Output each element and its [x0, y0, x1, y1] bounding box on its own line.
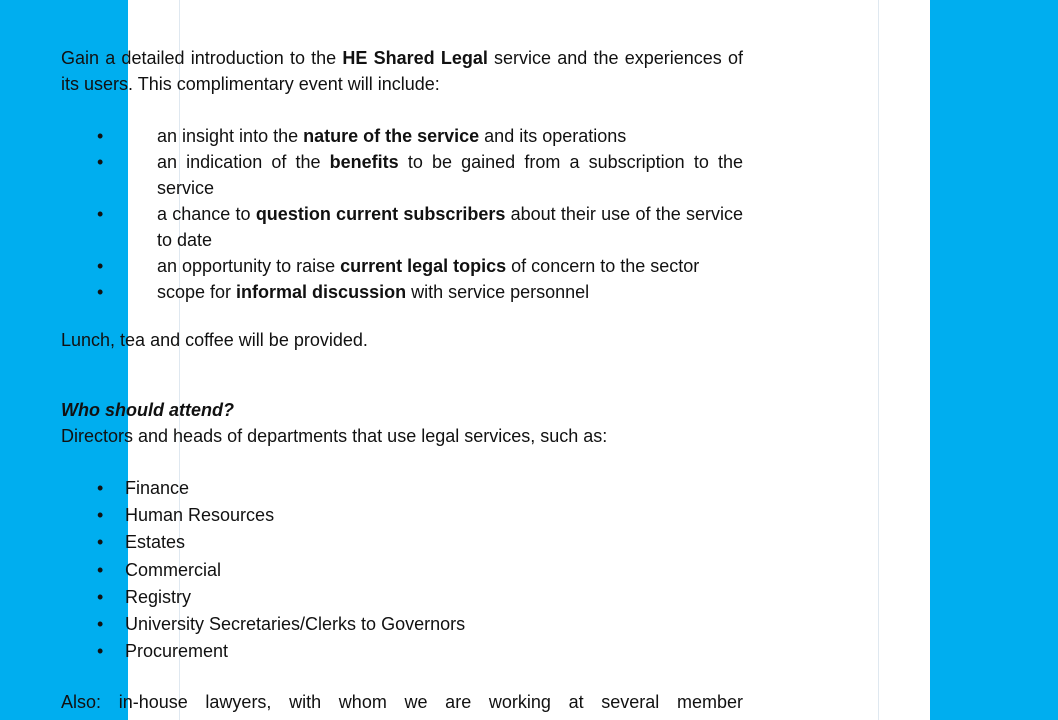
bullet-icon: •: [97, 126, 104, 146]
department-label: University Secretaries/Clerks to Governors: [125, 614, 466, 635]
department-label: Commercial: [125, 559, 222, 580]
department-list: [61, 475, 743, 665]
document-content: [61, 45, 743, 715]
intro-paragraph: [61, 45, 743, 97]
feature-text-pre: an indication of the: [157, 152, 330, 172]
feature-text-post: to be gained from a subscription to the service: [157, 152, 743, 198]
department-label: Human Resources: [125, 505, 275, 526]
feature-text-post: with service personnel: [406, 282, 590, 302]
feature-list: [61, 123, 743, 305]
intro-text-pre: Gain a detailed introduction to the: [61, 48, 343, 68]
department-label: Finance: [125, 478, 190, 498]
feature-text-pre: an insight into the: [157, 126, 304, 146]
bullet-icon: •: [97, 282, 104, 302]
list-item: [61, 475, 743, 502]
bullet-icon: •: [97, 532, 104, 553]
list-item: [61, 149, 743, 201]
department-label: Registry: [125, 586, 192, 607]
feature-text-post: about their use of the service to date: [157, 204, 743, 250]
list-item: [61, 502, 743, 529]
department-label: Estates: [125, 532, 186, 553]
catering-note: Lunch, tea and coffee will be provided.: [61, 330, 368, 350]
attend-heading: Who should attend?: [61, 400, 234, 420]
feature-text-bold: benefits: [329, 152, 399, 172]
bullet-icon: •: [97, 204, 104, 224]
feature-text-pre: an opportunity to raise: [157, 256, 341, 276]
bullet-icon: •: [97, 505, 104, 526]
bullet-icon: •: [97, 256, 104, 276]
bullet-icon: •: [97, 152, 104, 172]
feature-text-post: of concern to the sector: [506, 256, 700, 276]
department-label: Procurement: [125, 641, 229, 662]
list-item: [61, 611, 743, 638]
feature-text-bold: question current subscribers: [255, 204, 506, 224]
bullet-icon: •: [97, 586, 104, 607]
also-paragraph: Also: in-house lawyers, with whom we are working at several member: [61, 692, 743, 713]
feature-text-pre: scope for: [157, 282, 237, 302]
list-item: [61, 201, 743, 253]
list-item: [61, 584, 743, 611]
bullet-icon: •: [97, 559, 104, 580]
list-item: [61, 557, 743, 584]
intro-text-post: service and the experiences of its users. This complimentary event will include:: [61, 48, 743, 94]
bullet-icon: •: [97, 478, 104, 498]
feature-text-bold: nature of the service: [303, 126, 480, 146]
feature-text-bold: informal discussion: [236, 282, 407, 302]
feature-text-post: and its operations: [479, 126, 627, 146]
feature-text-bold: current legal topics: [340, 256, 507, 276]
bullet-icon: •: [97, 641, 104, 662]
list-item: [61, 638, 743, 665]
list-item: [61, 279, 743, 305]
list-item: [61, 529, 743, 556]
feature-text-pre: a chance to: [157, 204, 256, 224]
attend-intro: Directors and heads of departments that use legal services, such as:: [61, 426, 608, 446]
list-item: [61, 253, 743, 279]
list-item: [61, 123, 743, 149]
intro-text-bold: HE Shared Legal: [342, 48, 488, 68]
bullet-icon: •: [97, 614, 104, 635]
